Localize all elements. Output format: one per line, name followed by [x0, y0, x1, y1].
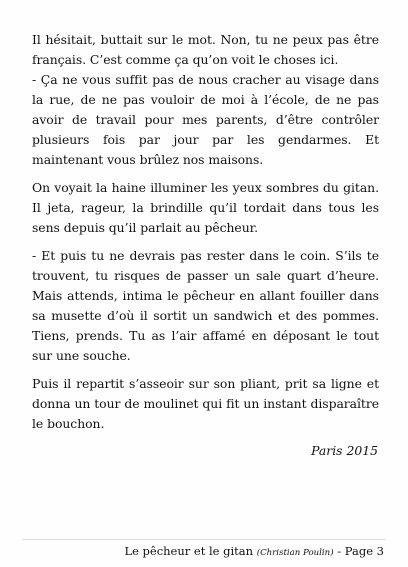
story-text — [32, 30, 379, 442]
footer-divider — [22, 539, 386, 540]
paragraph-3: - Et puis tu ne devrais pas rester dans le coin. S’ils te trouvent, tu risques de passer un sale quart d’heure. Mais attends, intima le pêcheur en allant fouiller dans sa musette d’où il sortit un sandwich et des pommes. Tiens, prends. Tu as l’air affamé en déposant le tout sur une souche. — [32, 248, 379, 363]
footer-author: (Christian Poulin) — [256, 548, 334, 558]
paragraph-1: Il hésitait, buttait sur le mot. Non, tu ne peux pas être français. C’est comme ça qu’on voit le choses ici. - Ça ne vous suffit pas de nous cracher au visage dans la rue, de ne pas vouloir de moi à l’école, de ne pas avoir de travail pour mes parents, d’être contrôler plusieurs fois par jour par les gendarmes. Et maintenant vous brûlez nos maisons. — [32, 32, 379, 167]
paragraph-4: Puis il repartit s’asseoir sur son pliant, prit sa ligne et donna un tour de moulinet qui fit un instant disparaître le bouchon. — [32, 376, 379, 431]
footer-page-number: - Page 3 — [337, 544, 384, 558]
page-footer — [124, 543, 384, 561]
place-date-signature: Paris 2015 — [311, 443, 378, 458]
paragraph-2: On voyait la haine illuminer les yeux sombres du gitan. Il jeta, rageur, la brindille qu’il tordait dans tous les sens depuis qu’il parlait au pêcheur. — [32, 180, 379, 235]
footer-title: Le pêcheur et le gitan — [124, 544, 254, 558]
